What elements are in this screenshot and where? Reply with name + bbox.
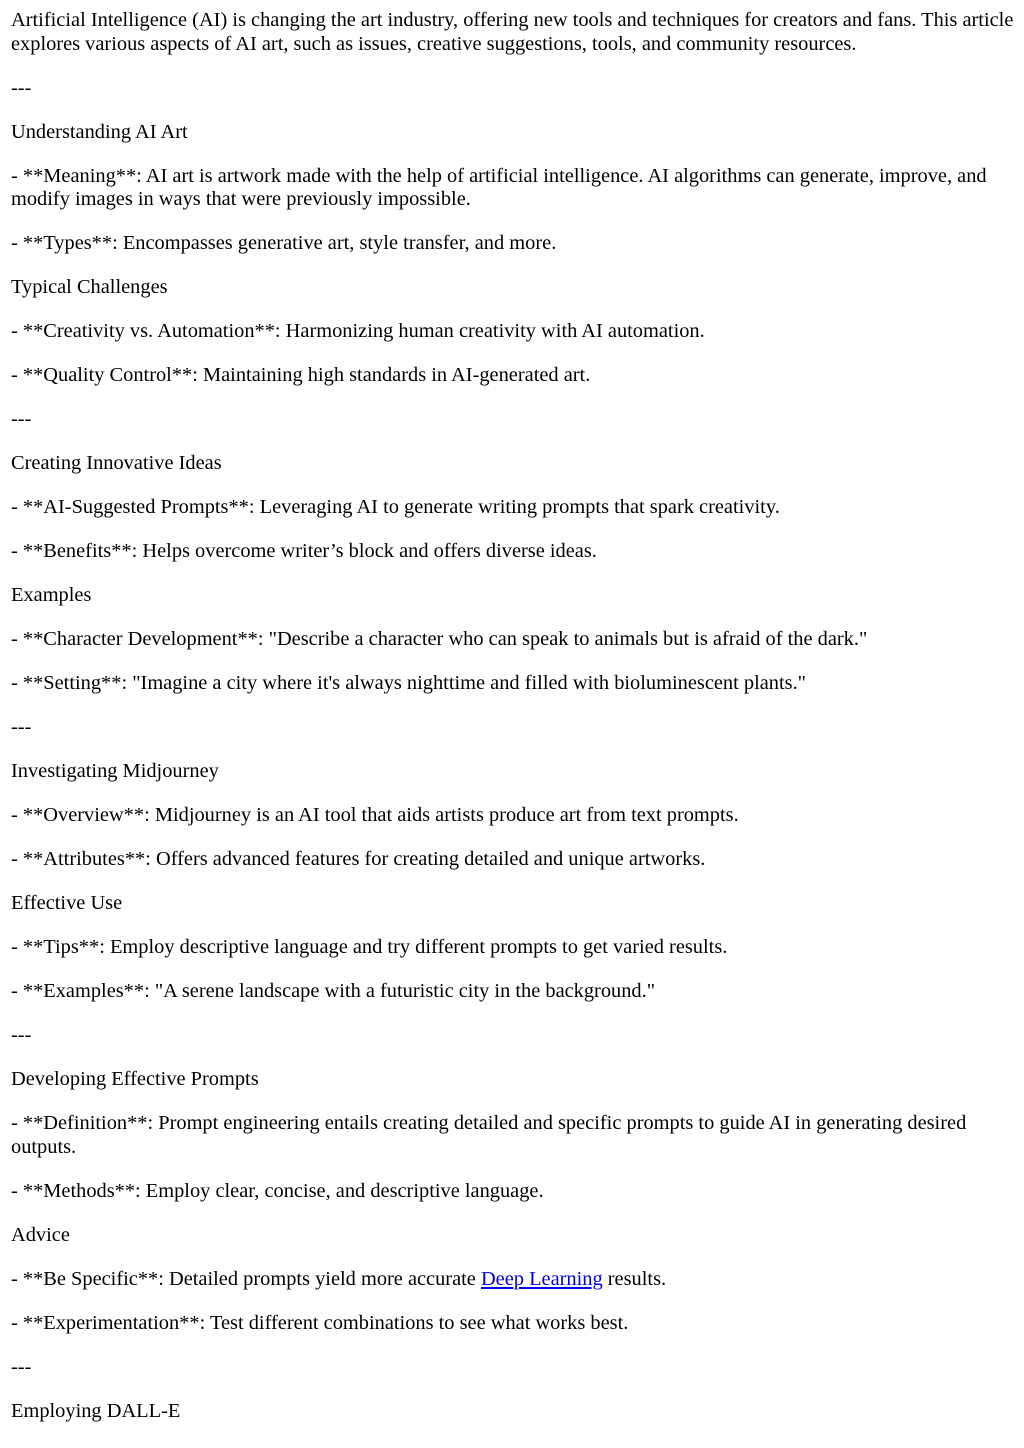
list-item-attributes: - **Attributes**: Offers advanced features for creating detailed and unique artworks. bbox=[11, 848, 706, 870]
list-item-benefits: - **Benefits**: Helps overcome writer’s block and offers diverse ideas. bbox=[11, 540, 597, 562]
list-item-quality: - **Quality Control**: Maintaining high standards in AI-generated art. bbox=[11, 364, 591, 386]
list-item-setting: - **Setting**: "Imagine a city where it's always nighttime and filled with bioluminescent plants." bbox=[11, 672, 807, 694]
list-item-ai-prompts: - **AI-Suggested Prompts**: Leveraging AI to generate writing prompts that spark creativity. bbox=[11, 496, 780, 518]
list-item-experimentation: - **Experimentation**: Test different combinations to see what works best. bbox=[11, 1311, 629, 1334]
list-item-character: - **Character Development**: "Describe a character who can speak to animals but is afraid of the dark." bbox=[11, 628, 868, 650]
separator: --- bbox=[11, 1024, 32, 1046]
be-specific-text-after: results. bbox=[602, 1267, 667, 1290]
intro-paragraph: Artificial Intelligence (AI) is changing the art industry, offering new tools and techniques for creators and fans. This article explores various aspects of AI art, such as issues, creative suggestions, tools, and community resources. bbox=[11, 9, 1014, 55]
separator: --- bbox=[11, 716, 32, 738]
separator: --- bbox=[11, 408, 32, 430]
section-heading-midjourney: Investigating Midjourney bbox=[11, 760, 219, 782]
deep-learning-link[interactable]: Deep Learning bbox=[480, 1267, 603, 1290]
list-item-overview: - **Overview**: Midjourney is an AI tool that aids artists produce art from text prompts. bbox=[11, 804, 739, 826]
section-heading-prompts: Developing Effective Prompts bbox=[11, 1068, 259, 1090]
section-heading-examples: Examples bbox=[11, 584, 92, 606]
list-item-types: - **Types**: Encompasses generative art, style transfer, and more. bbox=[11, 232, 557, 254]
section-heading-ideas: Creating Innovative Ideas bbox=[11, 452, 222, 474]
section-heading-challenges: Typical Challenges bbox=[11, 276, 168, 298]
be-specific-text-before: - **Be Specific**: Detailed prompts yield more accurate bbox=[11, 1267, 481, 1290]
list-item-creativity: - **Creativity vs. Automation**: Harmonizing human creativity with AI automation. bbox=[11, 320, 705, 342]
section-heading-advice: Advice bbox=[11, 1223, 70, 1246]
separator: --- bbox=[11, 1355, 32, 1378]
separator: --- bbox=[11, 76, 32, 99]
list-item-meaning: - **Meaning**: AI art is artwork made with the help of artificial intelligence. AI algorithms can generate, improve, and modify images in ways that were previously impossible. bbox=[11, 164, 987, 210]
section-heading-dalle: Employing DALL-E bbox=[11, 1399, 181, 1422]
list-item-examples: - **Examples**: "A serene landscape with a futuristic city in the background." bbox=[11, 980, 656, 1002]
list-item-definition: - **Definition**: Prompt engineering entails creating detailed and specific prompts to guide AI in generating desired outputs. bbox=[11, 1112, 967, 1158]
section-heading-understanding: Understanding AI Art bbox=[11, 120, 188, 143]
list-item-be-specific bbox=[11, 1268, 1014, 1292]
list-item-tips: - **Tips**: Employ descriptive language and try different prompts to get varied results. bbox=[11, 936, 728, 958]
section-heading-effective-use: Effective Use bbox=[11, 892, 123, 914]
list-item-methods: - **Methods**: Employ clear, concise, and descriptive language. bbox=[11, 1179, 544, 1202]
